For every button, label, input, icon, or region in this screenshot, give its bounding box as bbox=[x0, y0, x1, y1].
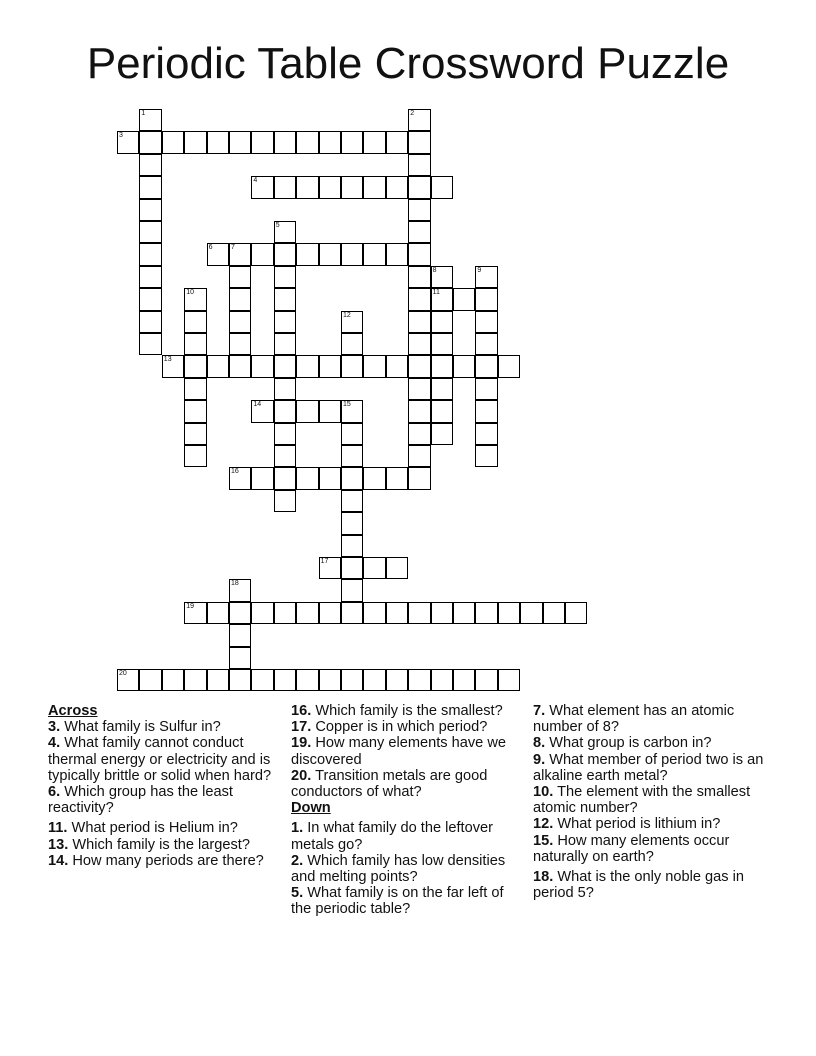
clue-text: What period is lithium in? bbox=[557, 816, 721, 833]
clue-across-4 bbox=[48, 735, 280, 784]
grid-cell[interactable] bbox=[296, 243, 318, 265]
grid-cell[interactable] bbox=[319, 467, 341, 489]
grid-cell[interactable] bbox=[475, 423, 497, 445]
clue-down-8 bbox=[533, 735, 773, 751]
grid-cell[interactable] bbox=[229, 266, 251, 288]
clue-number: 1. bbox=[291, 820, 304, 837]
clue-across-13 bbox=[48, 837, 280, 853]
grid-cell[interactable] bbox=[408, 355, 430, 377]
grid-cell[interactable] bbox=[229, 243, 251, 265]
cell-number: 17 bbox=[320, 558, 329, 565]
clue-number: 17. bbox=[291, 719, 312, 736]
grid-cell[interactable] bbox=[408, 154, 430, 176]
grid-cell[interactable] bbox=[274, 669, 296, 691]
grid-cell[interactable] bbox=[229, 624, 251, 646]
grid-cell[interactable] bbox=[475, 266, 497, 288]
grid-cell[interactable] bbox=[184, 131, 206, 153]
grid-cell[interactable] bbox=[296, 467, 318, 489]
clue-text: What group is carbon in? bbox=[549, 735, 712, 752]
grid-cell[interactable] bbox=[386, 355, 408, 377]
grid-cell[interactable] bbox=[408, 669, 430, 691]
grid-cell[interactable] bbox=[431, 288, 453, 310]
grid-cell[interactable] bbox=[251, 176, 273, 198]
clue-number: 19. bbox=[291, 735, 312, 752]
grid-cell[interactable] bbox=[162, 131, 184, 153]
grid-cell[interactable] bbox=[363, 176, 385, 198]
grid-cell[interactable] bbox=[341, 669, 363, 691]
grid-cell[interactable] bbox=[386, 467, 408, 489]
across-heading: Across bbox=[48, 703, 98, 719]
grid-cell[interactable] bbox=[139, 311, 161, 333]
grid-cell[interactable] bbox=[408, 221, 430, 243]
grid-cell[interactable] bbox=[162, 355, 184, 377]
grid-cell[interactable] bbox=[386, 557, 408, 579]
grid-cell[interactable] bbox=[229, 131, 251, 153]
page-title: Periodic Table Crossword Puzzle bbox=[86, 39, 730, 88]
clue-text: What family is on the far left of the periodic table? bbox=[291, 885, 504, 918]
grid-cell[interactable] bbox=[139, 131, 161, 153]
clue-text: The element with the smallest atomic number? bbox=[533, 784, 751, 817]
clue-number: 4. bbox=[48, 735, 61, 752]
grid-cell[interactable] bbox=[184, 400, 206, 422]
cell-number: 20 bbox=[119, 670, 127, 677]
clue-text: Which family is the largest? bbox=[72, 836, 250, 853]
cell-number: 18 bbox=[231, 580, 239, 588]
clue-number: 15. bbox=[533, 832, 554, 849]
grid-cell[interactable] bbox=[341, 467, 363, 489]
cell-number: 15 bbox=[343, 401, 351, 409]
grid-cell[interactable] bbox=[296, 131, 318, 153]
clue-number: 10. bbox=[533, 784, 554, 801]
grid-cell[interactable] bbox=[296, 669, 318, 691]
grid-cell[interactable] bbox=[274, 490, 296, 512]
clue-number: 14. bbox=[48, 852, 69, 869]
grid-cell[interactable] bbox=[274, 378, 296, 400]
clue-text: Copper is in which period? bbox=[315, 719, 488, 736]
clue-down-15 bbox=[533, 833, 773, 865]
grid-cell[interactable] bbox=[341, 176, 363, 198]
clue-number: 13. bbox=[48, 836, 69, 853]
grid-cell[interactable] bbox=[251, 355, 273, 377]
grid-cell[interactable] bbox=[498, 602, 520, 624]
grid-cell[interactable] bbox=[341, 311, 363, 333]
clue-down-12 bbox=[533, 816, 773, 832]
down-heading: Down bbox=[291, 800, 331, 817]
grid-cell[interactable] bbox=[475, 378, 497, 400]
grid-cell[interactable] bbox=[274, 131, 296, 153]
clue-across-3 bbox=[48, 719, 280, 735]
grid-cell[interactable] bbox=[475, 333, 497, 355]
grid-cell[interactable] bbox=[408, 400, 430, 422]
grid-cell[interactable] bbox=[408, 109, 430, 131]
cell-number: 6 bbox=[208, 244, 213, 252]
grid-cell[interactable] bbox=[319, 557, 341, 579]
grid-cell[interactable] bbox=[274, 266, 296, 288]
grid-cell[interactable] bbox=[319, 669, 341, 691]
grid-cell[interactable] bbox=[229, 467, 251, 489]
grid-cell[interactable] bbox=[296, 355, 318, 377]
grid-cell[interactable] bbox=[139, 154, 161, 176]
grid-cell[interactable] bbox=[274, 400, 296, 422]
grid-cell[interactable] bbox=[139, 266, 161, 288]
grid-cell[interactable] bbox=[274, 288, 296, 310]
grid-cell[interactable] bbox=[139, 176, 161, 198]
grid-cell[interactable] bbox=[341, 243, 363, 265]
grid-cell[interactable] bbox=[319, 243, 341, 265]
grid-cell[interactable] bbox=[274, 602, 296, 624]
grid-cell[interactable] bbox=[207, 602, 229, 624]
grid-cell[interactable] bbox=[408, 288, 430, 310]
grid-cell[interactable] bbox=[520, 602, 542, 624]
grid-cell[interactable] bbox=[475, 445, 497, 467]
clue-down-7 bbox=[533, 703, 773, 735]
cell-number: 7 bbox=[231, 244, 235, 252]
clue-number: 16. bbox=[291, 703, 312, 719]
grid-cell[interactable] bbox=[296, 400, 318, 422]
clue-text: How many periods are there? bbox=[72, 852, 264, 869]
grid-cell[interactable] bbox=[319, 602, 341, 624]
grid-cell[interactable] bbox=[475, 602, 497, 624]
grid-cell[interactable] bbox=[386, 176, 408, 198]
grid-cell[interactable] bbox=[319, 176, 341, 198]
grid-cell[interactable] bbox=[274, 311, 296, 333]
grid-cell[interactable] bbox=[274, 243, 296, 265]
grid-cell[interactable] bbox=[229, 333, 251, 355]
grid-cell[interactable] bbox=[408, 333, 430, 355]
grid-cell[interactable] bbox=[184, 333, 206, 355]
clues-column-2 bbox=[291, 703, 523, 918]
clue-text: What family is Sulfur in? bbox=[64, 719, 221, 736]
grid-cell[interactable] bbox=[139, 199, 161, 221]
cell-number: 16 bbox=[231, 468, 239, 476]
clue-number: 9. bbox=[533, 751, 546, 768]
grid-cell[interactable] bbox=[184, 445, 206, 467]
grid-cell[interactable] bbox=[341, 579, 363, 601]
grid-cell[interactable] bbox=[341, 423, 363, 445]
grid-cell[interactable] bbox=[475, 400, 497, 422]
clue-number: 5. bbox=[291, 885, 304, 902]
grid-cell[interactable] bbox=[475, 311, 497, 333]
grid-cell[interactable] bbox=[117, 131, 139, 153]
grid-cell[interactable] bbox=[139, 243, 161, 265]
grid-cell[interactable] bbox=[229, 311, 251, 333]
grid-cell[interactable] bbox=[229, 647, 251, 669]
clue-text: What is the only noble gas in period 5? bbox=[533, 869, 744, 902]
grid-cell[interactable] bbox=[251, 131, 273, 153]
grid-cell[interactable] bbox=[341, 557, 363, 579]
clue-text: Transition metals are good conductors of what? bbox=[291, 767, 488, 801]
grid-cell[interactable] bbox=[162, 669, 184, 691]
grid-cell[interactable] bbox=[363, 467, 385, 489]
grid-cell[interactable] bbox=[139, 109, 161, 131]
grid-cell[interactable] bbox=[475, 288, 497, 310]
grid-cell[interactable] bbox=[431, 669, 453, 691]
grid-cell[interactable] bbox=[207, 243, 229, 265]
grid-cell[interactable] bbox=[341, 131, 363, 153]
grid-cell[interactable] bbox=[274, 467, 296, 489]
grid-cell[interactable] bbox=[408, 131, 430, 153]
grid-cell[interactable] bbox=[139, 333, 161, 355]
grid-cell[interactable] bbox=[408, 266, 430, 288]
cell-number: 14 bbox=[253, 401, 262, 409]
clue-number: 8. bbox=[533, 735, 546, 752]
clue-number: 2. bbox=[291, 852, 304, 869]
clues-column-1 bbox=[48, 703, 280, 869]
clue-across-17 bbox=[291, 719, 523, 735]
grid-cell[interactable] bbox=[251, 400, 273, 422]
grid-cell[interactable] bbox=[251, 602, 273, 624]
grid-cell[interactable] bbox=[274, 333, 296, 355]
grid-cell[interactable] bbox=[363, 243, 385, 265]
grid-cell[interactable] bbox=[319, 355, 341, 377]
cell-number: 11 bbox=[432, 289, 440, 297]
clue-across-14 bbox=[48, 853, 280, 869]
clue-text: What period is Helium in? bbox=[71, 820, 238, 837]
grid-cell[interactable] bbox=[184, 602, 206, 624]
grid-cell[interactable] bbox=[408, 445, 430, 467]
clue-number: 6. bbox=[48, 784, 61, 801]
grid-cell[interactable] bbox=[274, 221, 296, 243]
cell-number: 4 bbox=[253, 177, 258, 185]
grid-cell[interactable] bbox=[251, 669, 273, 691]
clue-across-16 bbox=[291, 703, 523, 719]
cell-number: 2 bbox=[410, 110, 415, 117]
grid-cell[interactable] bbox=[341, 512, 363, 534]
grid-cell[interactable] bbox=[431, 333, 453, 355]
grid-cell[interactable] bbox=[408, 311, 430, 333]
clue-text: How many elements occur naturally on earth? bbox=[533, 832, 730, 865]
grid-cell[interactable] bbox=[139, 288, 161, 310]
grid-cell[interactable] bbox=[453, 602, 475, 624]
grid-cell[interactable] bbox=[498, 669, 520, 691]
grid-cell[interactable] bbox=[431, 355, 453, 377]
clue-text: What member of period two is an alkaline earth metal? bbox=[533, 751, 764, 784]
grid-cell[interactable] bbox=[229, 579, 251, 601]
cell-number: 1 bbox=[141, 110, 146, 117]
cell-number: 10 bbox=[186, 289, 194, 297]
clue-across-6 bbox=[48, 784, 280, 816]
grid-cell[interactable] bbox=[184, 669, 206, 691]
grid-cell[interactable] bbox=[386, 131, 408, 153]
grid-cell[interactable] bbox=[274, 423, 296, 445]
grid-cell[interactable] bbox=[341, 490, 363, 512]
grid-cell[interactable] bbox=[341, 445, 363, 467]
cell-number: 13 bbox=[163, 356, 172, 364]
clue-down-18 bbox=[533, 869, 773, 901]
grid-cell[interactable] bbox=[431, 378, 453, 400]
grid-cell[interactable] bbox=[117, 669, 139, 691]
grid-cell[interactable] bbox=[363, 355, 385, 377]
clue-text: How many elements have we discovered bbox=[291, 735, 506, 768]
grid-cell[interactable] bbox=[207, 355, 229, 377]
clue-across-11 bbox=[48, 820, 280, 836]
grid-cell[interactable] bbox=[296, 176, 318, 198]
clue-text: Which group has the least reactivity? bbox=[48, 784, 233, 817]
clue-number: 11. bbox=[48, 820, 68, 837]
grid-cell[interactable] bbox=[274, 355, 296, 377]
grid-cell[interactable] bbox=[386, 669, 408, 691]
cell-number: 19 bbox=[186, 602, 194, 610]
grid-cell[interactable] bbox=[139, 221, 161, 243]
grid-cell[interactable] bbox=[408, 423, 430, 445]
grid-cell[interactable] bbox=[184, 423, 206, 445]
clue-down-1 bbox=[291, 820, 523, 852]
grid-cell[interactable] bbox=[408, 243, 430, 265]
grid-cell[interactable] bbox=[475, 669, 497, 691]
grid-cell[interactable] bbox=[229, 288, 251, 310]
grid-cell[interactable] bbox=[408, 199, 430, 221]
grid-cell[interactable] bbox=[431, 423, 453, 445]
grid-cell[interactable] bbox=[408, 176, 430, 198]
grid-cell[interactable] bbox=[184, 378, 206, 400]
grid-cell[interactable] bbox=[184, 311, 206, 333]
grid-cell[interactable] bbox=[274, 445, 296, 467]
grid-cell[interactable] bbox=[341, 400, 363, 422]
grid-cell[interactable] bbox=[207, 131, 229, 153]
cell-number: 9 bbox=[477, 266, 482, 274]
grid-cell[interactable] bbox=[139, 669, 161, 691]
grid-cell[interactable] bbox=[296, 602, 318, 624]
grid-cell[interactable] bbox=[431, 176, 453, 198]
grid-cell[interactable] bbox=[498, 355, 520, 377]
grid-cell[interactable] bbox=[251, 243, 273, 265]
grid-cell[interactable] bbox=[453, 669, 475, 691]
grid-cell[interactable] bbox=[363, 602, 385, 624]
grid-cell[interactable] bbox=[319, 400, 341, 422]
clue-text: Which family has low densities and melting points? bbox=[291, 852, 506, 886]
clue-text: What family cannot conduct thermal energy or electricity and is typically brittle or solid when hard? bbox=[48, 735, 272, 784]
cell-number: 3 bbox=[119, 132, 123, 140]
grid-cell[interactable] bbox=[408, 378, 430, 400]
grid-cell[interactable] bbox=[453, 355, 475, 377]
grid-cell[interactable] bbox=[431, 400, 453, 422]
clue-down-2 bbox=[291, 853, 523, 885]
grid-cell[interactable] bbox=[319, 131, 341, 153]
grid-cell[interactable] bbox=[229, 669, 251, 691]
clue-down-5 bbox=[291, 885, 523, 917]
clue-text: What element has an atomic number of 8? bbox=[533, 703, 735, 736]
grid-cell[interactable] bbox=[207, 669, 229, 691]
grid-cell[interactable] bbox=[341, 602, 363, 624]
grid-cell[interactable] bbox=[386, 243, 408, 265]
clues-column-3 bbox=[533, 703, 773, 901]
grid-cell[interactable] bbox=[408, 602, 430, 624]
grid-cell[interactable] bbox=[453, 288, 475, 310]
clue-number: 12. bbox=[533, 816, 554, 833]
grid-cell[interactable] bbox=[363, 557, 385, 579]
clue-text: In what family do the leftover metals go? bbox=[291, 820, 493, 853]
grid-cell[interactable] bbox=[274, 176, 296, 198]
grid-cell[interactable] bbox=[341, 535, 363, 557]
clue-across-20 bbox=[291, 768, 523, 800]
grid-cell[interactable] bbox=[229, 355, 251, 377]
clue-across-19 bbox=[291, 735, 523, 767]
clue-down-10 bbox=[533, 784, 773, 816]
cell-number: 12 bbox=[343, 311, 351, 319]
grid-cell[interactable] bbox=[363, 131, 385, 153]
clue-number: 3. bbox=[48, 719, 61, 736]
grid-cell[interactable] bbox=[184, 288, 206, 310]
grid-cell[interactable] bbox=[251, 467, 273, 489]
cell-number: 5 bbox=[275, 222, 280, 229]
grid-cell[interactable] bbox=[386, 602, 408, 624]
grid-cell[interactable] bbox=[408, 467, 430, 489]
clue-down-9 bbox=[533, 752, 773, 784]
grid-cell[interactable] bbox=[229, 602, 251, 624]
grid-cell[interactable] bbox=[565, 602, 587, 624]
grid-cell[interactable] bbox=[363, 669, 385, 691]
grid-cell[interactable] bbox=[431, 266, 453, 288]
grid-cell[interactable] bbox=[475, 355, 497, 377]
grid-cell[interactable] bbox=[341, 333, 363, 355]
clue-text: Which family is the smallest? bbox=[315, 703, 503, 719]
grid-cell[interactable] bbox=[431, 311, 453, 333]
grid-cell[interactable] bbox=[341, 355, 363, 377]
grid-cell[interactable] bbox=[543, 602, 565, 624]
clue-number: 7. bbox=[533, 703, 546, 719]
clue-number: 20. bbox=[291, 767, 312, 784]
clue-number: 18. bbox=[533, 869, 554, 886]
grid-cell[interactable] bbox=[431, 602, 453, 624]
grid-cell[interactable] bbox=[184, 355, 206, 377]
cell-number: 8 bbox=[432, 266, 437, 274]
